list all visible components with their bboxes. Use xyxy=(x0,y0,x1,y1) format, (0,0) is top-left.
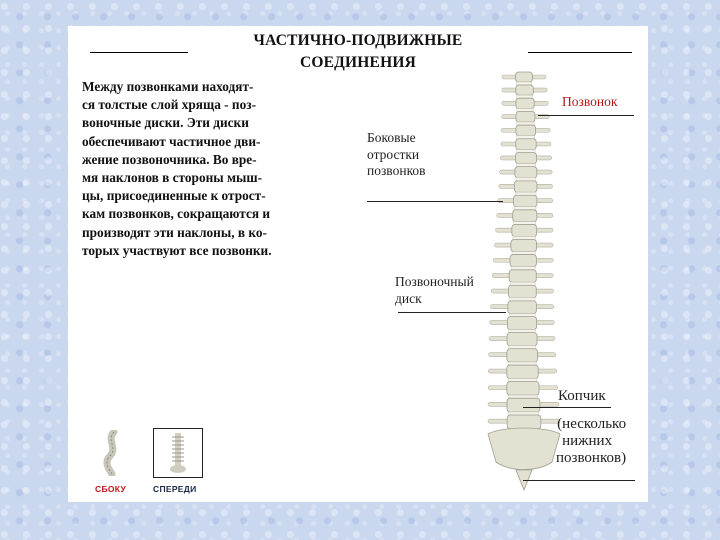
spine-side-icon xyxy=(94,430,126,476)
vertebral-disc xyxy=(517,136,535,139)
vertebral-disc xyxy=(508,346,535,349)
vertebral-disc xyxy=(508,395,537,398)
caption-side-view: СБОКУ xyxy=(95,484,127,494)
vertebra-body xyxy=(508,301,536,314)
spine-front-icon xyxy=(154,429,202,477)
label-spinal-disc: Позвоночный диск xyxy=(395,274,474,306)
vertebra-body xyxy=(514,195,537,207)
body-line: жение позвоночника. Во вре- xyxy=(82,151,257,167)
vertebral-disc xyxy=(516,164,535,167)
body-line: кам позвонков, сокращаются и xyxy=(82,206,271,222)
title-rule-right xyxy=(528,52,632,53)
vertebra-body xyxy=(507,365,538,378)
spine-illustration xyxy=(482,68,566,498)
vertebral-disc xyxy=(510,282,535,285)
sacrum xyxy=(488,428,560,470)
thumbnail-side-view[interactable] xyxy=(94,430,126,476)
vertebra-body xyxy=(516,112,535,123)
vertebra-body xyxy=(515,153,536,164)
vertebral-disc xyxy=(508,379,537,382)
vertebra-body xyxy=(507,317,536,330)
vertebra-body xyxy=(511,239,537,251)
leader-coccyx-note xyxy=(523,480,635,481)
vertebra-body xyxy=(516,139,536,150)
vertebra-body xyxy=(507,382,539,396)
thumbnail-front-view[interactable] xyxy=(153,428,203,478)
vertebral-disc xyxy=(516,178,536,181)
vertebra-body xyxy=(510,255,536,267)
spine-drawing xyxy=(482,68,566,498)
leader-coccyx xyxy=(523,407,611,408)
vertebra-body xyxy=(507,415,541,429)
vertebra-body xyxy=(516,72,533,82)
leader-spinal-disc xyxy=(398,312,506,313)
vertebra-body xyxy=(507,333,537,346)
body-line: ся толстые слой хряща - поз- xyxy=(82,97,257,113)
leader-vertebra xyxy=(538,115,634,116)
vertebral-disc xyxy=(517,150,536,153)
body-line: производят эти наклоны, в ко- xyxy=(82,224,267,240)
label-coccyx-note: (несколько нижних позвонков) xyxy=(556,416,627,466)
vertebral-disc xyxy=(517,95,533,98)
vertebral-disc xyxy=(511,267,535,270)
vertebral-disc xyxy=(515,207,536,210)
body-line: воночные диски. Эти диски xyxy=(82,115,249,131)
vertebra-body xyxy=(515,167,537,178)
label-vertebra: Позвонок xyxy=(562,94,618,109)
vertebral-disc xyxy=(508,362,536,365)
vertebra-body xyxy=(512,225,537,237)
title-rule-left xyxy=(90,52,188,53)
vertebra-body xyxy=(507,349,538,362)
vertebral-disc xyxy=(510,298,535,301)
vertebral-disc xyxy=(517,109,534,112)
vertebra-body xyxy=(516,98,534,108)
vertebra-body xyxy=(516,85,534,95)
body-line: Между позвонками находят- xyxy=(82,79,254,94)
label-lateral-processes: Боковые отростки позвонков xyxy=(367,130,426,178)
title-line-1: ЧАСТИЧНО-ПОДВИЖНЫЕ xyxy=(253,32,463,49)
body-line: цы, присоединенные к отрост- xyxy=(82,188,266,204)
label-coccyx: Копчик xyxy=(558,388,606,404)
vertebral-disc xyxy=(509,330,536,333)
vertebral-disc xyxy=(512,252,535,255)
vertebra-body xyxy=(514,181,537,192)
vertebral-disc xyxy=(509,314,535,317)
vertebra-body xyxy=(509,270,536,282)
title-line-2: СОЕДИНЕНИЯ xyxy=(299,54,416,71)
vertebral-disc xyxy=(517,122,534,125)
vertebral-disc xyxy=(508,412,538,415)
vertebra-body xyxy=(508,285,536,298)
body-line: обеспечивают частичное дви- xyxy=(82,133,261,149)
body-line: мя наклонов в стороны мыш- xyxy=(82,170,263,186)
body-line: торых участвуют все позвонки. xyxy=(82,242,272,258)
caption-front-view: СПЕРЕДИ xyxy=(153,484,197,494)
vertebral-disc xyxy=(515,192,536,195)
vertebral-disc xyxy=(513,236,536,239)
vertebral-disc xyxy=(514,222,536,225)
slide-panel xyxy=(68,26,648,502)
body-paragraph xyxy=(82,78,352,260)
leader-lateral-processes xyxy=(367,201,503,202)
vertebra-body xyxy=(516,125,536,136)
vertebral-disc xyxy=(516,82,531,85)
vertebra-body xyxy=(513,210,537,222)
vertebra-body xyxy=(507,398,540,412)
